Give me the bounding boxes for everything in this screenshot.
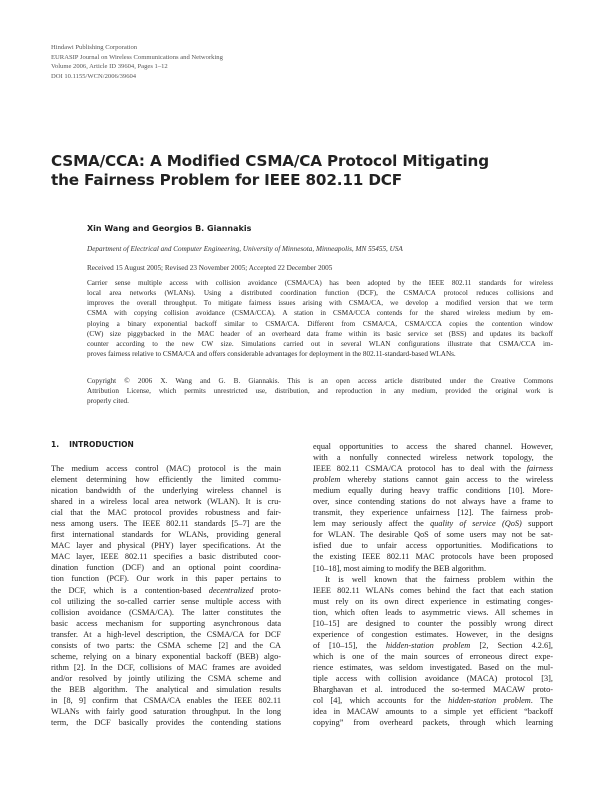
copyright-notice	[87, 376, 553, 406]
body-line: idea in MACAW amounts to a simple yet efficient “backoff	[313, 707, 553, 717]
body-line: rithm [2]. In the DCF, collisions of MAC frames are avoided	[51, 662, 281, 672]
abstract-line: ploying a binary exponential backoff similar to CSMA/CA. Different from CSMA/CA, CSMA/CCA copies the contention window	[87, 319, 553, 328]
body-line: in [8, 9] confirm that CSMA/CA enables the IEEE 802.11	[51, 695, 281, 705]
abstract-line: local area networks (WLANs). Using a distributed coordination function (DCF), the CSMA/CA protocol reduces collisions and	[87, 289, 553, 298]
body-line: shared in a wireless local area network (WLAN). It is cru-	[51, 497, 281, 507]
body-line: scheme, relying on a binary exponential backoff (BEB) algo-	[51, 651, 281, 661]
body-line: [10–15] are designed to counter the possibly wrong direct	[313, 618, 553, 628]
body-line: transfer. At a high-level description, the CSMA/CA for DCF	[51, 629, 281, 639]
body-line: the existing IEEE 802.11 MAC protocols have been proposed	[313, 552, 553, 562]
body-line: with a nonfully connected wireless network topology, the	[313, 453, 553, 463]
abstract	[87, 278, 553, 359]
body-line: tion, which often leads to asymmetric views. All schemes in	[313, 607, 553, 617]
body-line: Bharghavan et al. introduced the so-termed MACAW proto-	[313, 685, 553, 695]
abstract-line: proves fairness relative to CSMA/CA and offers considerable advantages for deployment in the 802.11-standard-based WLANs.	[87, 350, 456, 359]
body-line: The medium access control (MAC) protocol is the main	[51, 464, 281, 473]
body-line: lem may seriously affect the quality of service (QoS) support	[313, 519, 553, 529]
abstract-line: improves the overall throughput. To mitigate fairness issues arising with CSMA/CA, we develop a modified version that we term	[87, 299, 553, 308]
abstract-line: Carrier sense multiple access with collision avoidance (CSMA/CA) has been adopted by the IEEE 802.11 standards for wireless	[87, 279, 553, 287]
body-line: the DCF, which is a contention-based decentralized proto-	[51, 585, 281, 595]
journal-name: EURASIP Journal on Wireless Communications and Networking	[51, 53, 223, 61]
body-line: and/or resolved by jointly utilizing the CSMA scheme and	[51, 673, 281, 683]
abstract-line: (CW) size piggybacked in the MAC header of an overheard data frame within its basic service set (BSS) and updates its backoff	[87, 329, 553, 338]
copyright-line: Copyright © 2006 X. Wang and G. B. Giannakis. This is an open access article distributed under the Creative Commons	[87, 377, 553, 385]
publisher-name: Hindawi Publishing Corporation	[51, 44, 138, 51]
body-line: IEEE 802.11 WLANs comes behind the fact that each station	[313, 585, 553, 595]
paper-title	[51, 152, 551, 190]
body-line: WLANs with fairly good saturation throughput. In the long	[51, 707, 281, 717]
body-line: collision avoidance (CSMA/CA). The latter constitutes the	[51, 607, 281, 617]
section-heading	[51, 440, 134, 449]
body-line: nication bandwidth of the underlying wireless channel is	[51, 486, 281, 496]
body-line: MAC layer and physical (PHY) layer specifications. At the	[51, 541, 281, 551]
publication-dates: Received 15 August 2005; Revised 23 November 2005; Accepted 22 December 2005	[87, 264, 333, 272]
body-line: It is well known that the fairness problem within the	[325, 574, 553, 584]
body-line: [10–18], most aiming to modify the BEB algorithm.	[313, 563, 487, 573]
section-title: INTRODUCTION	[69, 440, 134, 449]
body-line: experience of congestion estimates. However, in the designs	[313, 629, 553, 639]
body-line: col [4], which accounts for the hidden-station problem. The	[313, 696, 553, 706]
body-line: element determining how efficiently the limited commu-	[51, 475, 281, 485]
section-number: 1.	[51, 440, 60, 449]
title-line-2: the Fairness Problem for IEEE 802.11 DCF	[51, 171, 403, 189]
title-line-1: CSMA/CCA: A Modified CSMA/CA Protocol Mitigating	[51, 152, 489, 170]
body-line: which is one of the main sources of erroneous direct expe-	[313, 651, 553, 661]
body-line: consists of two parts: the CSMA scheme [2] and the CA	[51, 640, 281, 650]
abstract-line: counter according to the new CW size. Simulations carried out in several WLAN configurations illustrate that CSMA/CCA im-	[87, 339, 553, 348]
body-line: problem whereby stations cannot gain access to the wireless	[313, 475, 553, 485]
body-line: MAC layer, IEEE 802.11 specifies a basic distributed coor-	[51, 552, 281, 562]
body-line: basic access mechanism for supporting asynchronous data	[51, 618, 281, 628]
body-line: equal opportunities to access the shared channel. However,	[313, 442, 553, 451]
body-line: tiple access with collision avoidance (MACA) protocol [3],	[313, 673, 553, 683]
body-line: medium equally during heavy traffic conditions [10]. More-	[313, 486, 553, 496]
body-column-left	[51, 463, 281, 728]
body-line: cial that the MAC protocol provides robustness and fair-	[51, 508, 281, 518]
journal-masthead	[51, 43, 351, 81]
body-line: for WLAN. The desirable QoS of some users may not be sat-	[313, 530, 553, 540]
body-line: isfied due to unfair access opportunities. Modifications to	[313, 541, 553, 551]
body-line: rience estimates, was seldom investigated. Based on the mul-	[313, 662, 553, 672]
body-line: the BEB algorithm. The analytical and simulation results	[51, 684, 281, 694]
doi: DOI 10.1155/WCN/2006/39604	[51, 72, 137, 80]
abstract-line: CSMA with copying collision avoidance (CSMA/CCA). A station in CSMA/CCA contends for the shared wireless medium by em-	[87, 309, 553, 318]
author-list: Xin Wang and Georgios B. Giannakis	[87, 224, 252, 233]
body-line: term, the DCF basically provides the contending stations	[51, 718, 281, 728]
body-line: first international standards for WLANs, providing general	[51, 530, 281, 540]
copyright-line: Attribution License, which permits unrestricted use, distribution, and reproduction in any medium, provided the original work is	[87, 387, 553, 396]
body-line: tion function (PCF). Our work in this paper pertains to	[51, 574, 281, 584]
body-line: over, since contending stations do not always have a frame to	[313, 497, 553, 507]
body-column-right	[313, 441, 553, 728]
body-line: copying” from overheard packets, through which learning	[313, 718, 553, 728]
body-line: dination function (DCF) and an optional point coordina-	[51, 563, 281, 573]
volume-info: Volume 2006, Article ID 39604, Pages 1–12	[51, 63, 168, 70]
body-line: of [10–15], the hidden-station problem [2, Section 4.2.6],	[313, 640, 553, 650]
copyright-line: properly cited.	[87, 397, 129, 406]
body-line: col utilizing the so-called carrier sense multiple access with	[51, 596, 281, 606]
body-line: must rely on its own direct experience in estimating conges-	[313, 596, 553, 606]
body-line: IEEE 802.11 CSMA/CA protocol has to deal with the fairness	[313, 464, 553, 474]
author-affiliation: Department of Electrical and Computer Engineering, University of Minnesota, Minneapolis, MN 55455, USA	[87, 245, 403, 253]
body-line: ness among users. The IEEE 802.11 standards [5–7] are the	[51, 519, 281, 529]
body-line: transmit, they experience unfairness [12]. The fairness prob-	[313, 508, 553, 518]
